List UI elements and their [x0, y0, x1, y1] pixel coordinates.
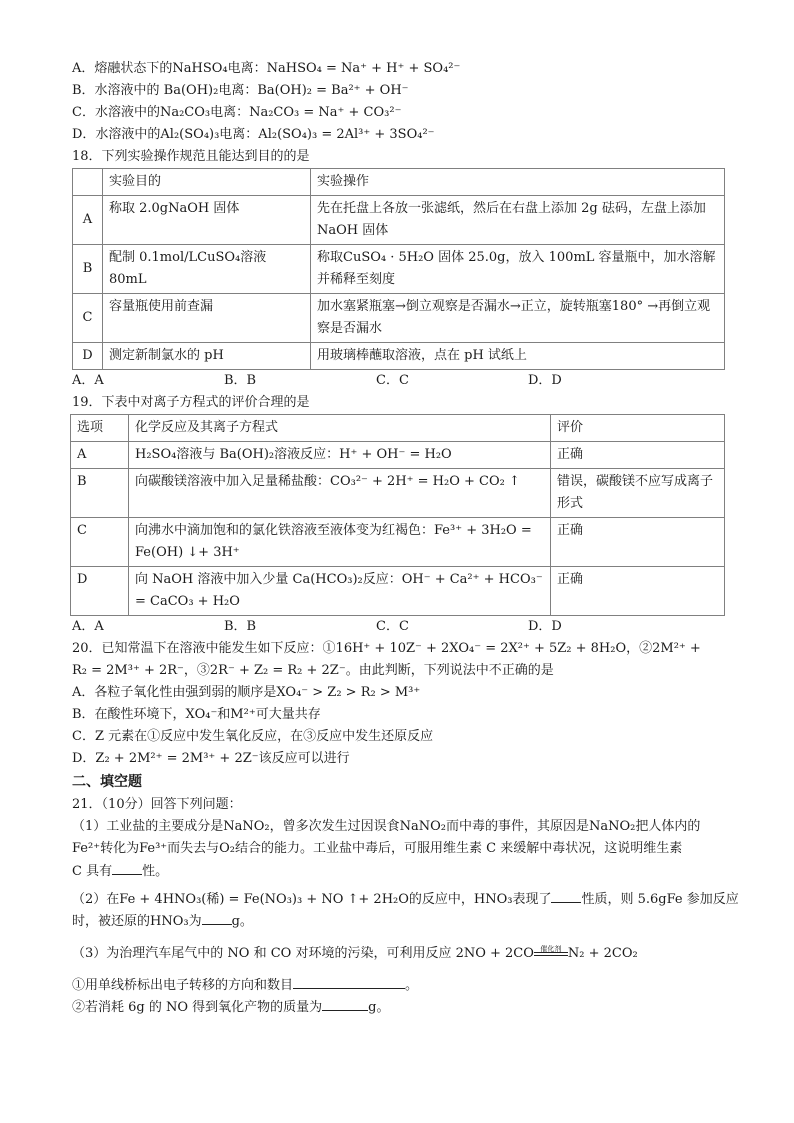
evaluation-cell: 正确: [551, 442, 725, 469]
purpose-cell: 测定新制氯水的 pH: [103, 343, 311, 370]
evaluation-cell: 正确: [551, 567, 725, 616]
table-row: [71, 442, 725, 469]
option-cell: A: [73, 196, 103, 245]
choice-b: B．B: [224, 373, 257, 388]
answer-blank[interactable]: [322, 996, 368, 1011]
q17-option-d: D．水溶液中的Al₂(SO₄)₃电离：Al₂(SO₄)₃ = 2Al³⁺ + 3SO₄²⁻: [72, 127, 435, 142]
option-cell: C: [73, 294, 103, 343]
option-cell: D: [71, 567, 129, 616]
operation-cell: 用玻璃棒蘸取溶液，点在 pH 试纸上: [311, 343, 725, 370]
table-header-cell: 实验操作: [311, 169, 725, 196]
purpose-cell: 配制 0.1mol/LCuSO₄溶液 80mL: [103, 245, 311, 294]
exam-page: [72, 58, 739, 1018]
q19-table: [70, 414, 725, 616]
answer-blank[interactable]: [202, 910, 232, 925]
q21-part2-line1: [72, 888, 739, 910]
q20-option-b: B．在酸性环境下，XO₄⁻和M²⁺可大量共存: [72, 707, 321, 722]
q21-part4: [72, 974, 724, 996]
text: ②若消耗 6g 的 NO 得到氧化产物的质量为: [72, 1000, 323, 1015]
table-header-cell: 选项: [71, 415, 129, 442]
text: N₂ + 2CO₂: [567, 946, 638, 961]
table-header-cell: 实验目的: [103, 169, 311, 196]
operation-cell: 加水塞紧瓶塞→倒立观察是否漏水→正立，旋转瓶塞180° →再倒立观察是否漏水: [311, 294, 725, 343]
table-row: [73, 294, 725, 343]
table-row: [71, 518, 725, 567]
q18-table: [72, 168, 725, 370]
option-cell: B: [73, 245, 103, 294]
q17-option-c: C．水溶液中的Na₂CO₃电离：Na₂CO₃ = Na⁺ + CO₃²⁻: [72, 105, 402, 120]
q19-stem: 19．下表中对离子方程式的评价合理的是: [72, 395, 310, 410]
table-row: [73, 245, 725, 294]
reaction-cell: 向 NaOH 溶液中加入少量 Ca(HCO₃)₂反应：OH⁻ + Ca²⁺ + HCO₃⁻ = CaCO₃ + H₂O: [129, 567, 551, 616]
q21-part1-line3: [72, 860, 724, 882]
table-header-cell: 化学反应及其离子方程式: [129, 415, 551, 442]
reaction-cell: H₂SO₄溶液与 Ba(OH)₂溶液反应：H⁺ + OH⁻ = H₂O: [129, 442, 551, 469]
q19-choices: [72, 616, 724, 638]
choice-c: C．C: [376, 619, 409, 634]
evaluation-cell: 正确: [551, 518, 725, 567]
text: ①用单线桥标出电子转移的方向和数目: [72, 978, 294, 993]
operation-cell: 称取CuSO₄ · 5H₂O 固体 25.0g，放入 100mL 容量瓶中，加水溶解并稀释至刻度: [311, 245, 725, 294]
choice-b: B．B: [224, 619, 257, 634]
q20-option-c: C．Z 元素在①反应中发生氧化反应，在③反应中发生还原反应: [72, 729, 434, 744]
choice-a: A．A: [72, 619, 104, 634]
text: 时，被还原的HNO₃为: [72, 914, 202, 929]
text: 性。: [142, 864, 169, 879]
q20-stem-line2: R₂ = 2M³⁺ + 2R⁻，③2R⁻ + Z₂ = R₂ + 2Z⁻。由此判断，下列说法中不正确的是: [72, 663, 554, 678]
q17-option-a: A．熔融状态下的NaHSO₄电离：NaHSO₄ = Na⁺ + H⁺ + SO₄²⁻: [72, 61, 461, 76]
choice-d: D．D: [528, 373, 562, 388]
table-header-row: [73, 169, 725, 196]
q20-option-d: D．Z₂ + 2M²⁺ = 2M³⁺ + 2Z⁻该反应可以进行: [72, 751, 350, 766]
q17-option-b: B．水溶液中的 Ba(OH)₂电离：Ba(OH)₂ = Ba²⁺ + OH⁻: [72, 83, 409, 98]
text: 性质，则 5.6gFe 参加反应: [581, 892, 739, 907]
q21-stem: 21．（10分）回答下列问题：: [72, 797, 242, 812]
answer-blank[interactable]: [112, 860, 142, 875]
text: g。: [368, 1000, 390, 1015]
choice-a: A．A: [72, 373, 104, 388]
table-header-cell: [73, 169, 103, 196]
reaction-cell: 向沸水中滴加饱和的氯化铁溶液至液体变为红褐色：Fe³⁺ + 3H₂O = Fe(OH) ↓+ 3H⁺: [129, 518, 551, 567]
q21-part3: [72, 940, 724, 968]
q20-stem-line1: 20．已知常温下在溶液中能发生如下反应：①16H⁺ + 10Z⁻ + 2XO₄⁻ = 2X²⁺ + 5Z₂ + 8H₂O，②2M²⁺ +: [72, 641, 701, 656]
purpose-cell: 称取 2.0gNaOH 固体: [103, 196, 311, 245]
text: C 具有: [72, 864, 113, 879]
table-row: [71, 469, 725, 518]
evaluation-cell: 错误，碳酸镁不应写成离子形式: [551, 469, 725, 518]
option-cell: A: [71, 442, 129, 469]
q20-option-a: A．各粒子氧化性由强到弱的顺序是XO₄⁻ > Z₂ > R₂ > M³⁺: [72, 685, 421, 700]
text: g。: [231, 914, 253, 929]
reaction-cell: 向碳酸镁溶液中加入足量稀盐酸：CO₃²⁻ + 2H⁺ = H₂O + CO₂ ↑: [129, 469, 551, 518]
purpose-cell: 容量瓶使用前查漏: [103, 294, 311, 343]
choice-d: D．D: [528, 619, 562, 634]
operation-cell: 先在托盘上各放一张滤纸，然后在右盘上添加 2g 砝码，左盘上添加 NaOH 固体: [311, 196, 725, 245]
answer-blank[interactable]: [293, 974, 405, 989]
option-cell: C: [71, 518, 129, 567]
table-row: [71, 567, 725, 616]
section-heading: 二、填空题: [72, 774, 142, 790]
option-cell: B: [71, 469, 129, 518]
choice-c: C．C: [376, 373, 409, 388]
q18-choices: [72, 370, 724, 392]
table-row: [73, 343, 725, 370]
catalyst-label: 催化剂: [540, 945, 562, 953]
answer-blank[interactable]: [551, 888, 581, 903]
q21-part5: [72, 996, 724, 1018]
q21-part1-line2: Fe²⁺转化为Fe³⁺而失去与O₂结合的能力。工业盐中毒后，可服用维生素 C 来缓解中毒状况，这说明维生素: [72, 841, 683, 856]
table-row: [73, 196, 725, 245]
table-header-row: [71, 415, 725, 442]
text: 。: [405, 978, 419, 993]
q18-stem: 18．下列实验操作规范且能达到目的的是: [72, 149, 310, 164]
text: （3）为治理汽车尾气中的 NO 和 CO 对环境的污染，可利用反应 2NO + 2CO: [72, 946, 534, 961]
option-cell: D: [73, 343, 103, 370]
q21-part1-line1: （1）工业盐的主要成分是NaNO₂，曾多次发生过因误食NaNO₂而中毒的事件，其原因是NaNO₂把人体内的: [72, 819, 701, 834]
text: （2）在Fe + 4HNO₃(稀) = Fe(NO₃)₃ + NO ↑+ 2H₂O的反应中，HNO₃表现了: [72, 892, 552, 907]
q21-part2-line2: [72, 910, 724, 932]
table-header-cell: 评价: [551, 415, 725, 442]
